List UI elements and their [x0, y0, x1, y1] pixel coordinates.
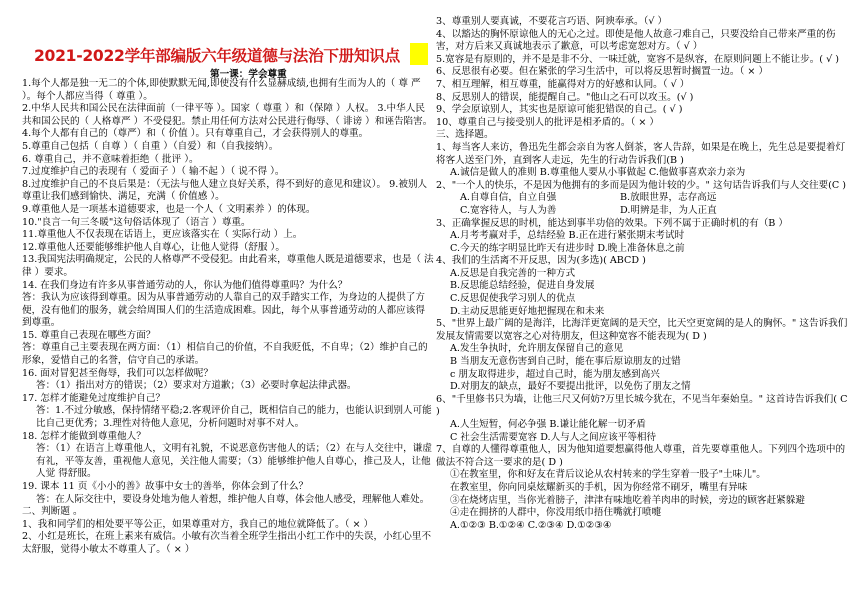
text-line: 答：（1）在语言上尊重他人，文明有礼貌，不说恶意伤害他人的话；（2）在与人交往中，谦虚有礼，平等友善，重视他人意见，关注他人需要；（3）能够维护他人自尊心，推己及人，让他人觉 得舒服。 [36, 443, 432, 480]
text-line: 17. 怎样才能避免过度维护自己？ [22, 392, 166, 404]
text-line: 15. 尊重自己表现在哪些方面？ [22, 329, 156, 341]
text-line: 答：（1）指出对方的错误；（2）要求对方道歉；（3）必要时拿起法律武器。 [36, 380, 357, 392]
text-line: C.反思促使我学习别人的优点 [450, 293, 576, 305]
lesson-subtitle: 第一课：学会尊重 [210, 69, 287, 80]
text-line: D.对朋友的缺点，最好不要提出批评，以免伤了朋友之情 [450, 381, 691, 393]
right-column [436, 16, 848, 532]
text-line: 二、判断题 。 [22, 506, 83, 518]
text-line: A.诚信是做人的准则 B.尊重他人要从小事做起 C.他做事喜欢亲力亲为 [450, 167, 746, 179]
text-line: B 当朋友无意伤害到自己时，能在事后原谅朋友的过错 [450, 356, 681, 368]
text-line: C.今天的练字明显比昨天有进步时 D.晚上准备休息之前 [450, 242, 685, 254]
text-line: 8、反思别人的错误，能提醒自己。"他山之石可以攻玉。(√ ) [436, 91, 694, 103]
text-line: 11.尊重他人不仅表现在话语上，更应该落实在（ 实际行动 ）上。 [22, 229, 303, 241]
text-line: 13.我国宪法明确规定，公民的人格尊严不受侵犯。由此看来，尊重他人既是道德要求，也是（ 法律 ）要求。 [22, 254, 434, 278]
text-line: 答：1.不过分敏感，保持情绪平稳;2.客观评价自己，既相信自己的能力，也能认识到别人可能比自己更优秀；3.理性对待他人意见，分析问题时对事不对人。 [36, 405, 432, 430]
text-line: 7、相互理解，相互尊重，能赢得对方的好感和认同。（ √ ） [436, 78, 690, 90]
text-line: A.反思是自我完善的一种方式 [450, 267, 576, 279]
text-line: B.反思能总结经验，促进自身发展 [450, 280, 595, 292]
text-line: 16. 面对冒犯甚至侮辱，我们可以怎样做呢？ [22, 367, 213, 379]
text-line: 18. 怎样才能做到尊重他人？ [22, 430, 146, 442]
document-title: 2021-2022学年部编版六年级道德与法治下册知识点 [34, 47, 400, 65]
text-line: 9.尊重他人是一项基本道德要求，也是一个人（ 文明素养 ）的体现。 [22, 203, 316, 215]
text-line: 8.过度维护自己的不良后果是：（无法与他人建立良好关系，得不到好的意见和建议）。 9.被别人尊重让我们感到愉快、满足，充满（ 价值感 ）。 [22, 178, 428, 203]
text-line: D.主动反思能更好地把握现在和未来 [450, 305, 605, 317]
text-line: 10."良言一句三冬暖"这句俗话体现了（语言 ）尊重。 [22, 216, 251, 228]
text-line: C 社会生活需要宽容 D.人与人之间应该平等相待 [450, 431, 657, 443]
option-text: A.自尊自信，自立自强 [460, 192, 557, 204]
text-line: 4、以豁达的胸怀原谅他人的无心之过。即使是他人故意刁难自己，只要没给自己带来严重的伤害，对方后来又真诚地表示了歉意，可以考虑宽恕对方。（ √ ） [436, 28, 836, 53]
option-text: D.明辨是非，为人正直 [620, 204, 717, 216]
text-line: ③在烧烤店里，当你光着膀子，津津有味地吃着羊肉串的时候，旁边的顾客赶紧躲避 [450, 494, 805, 506]
text-line: 三、选择题。 [436, 129, 494, 141]
text-line: c 朋友取得进步，超过自己时，能为朋友感到高兴 [450, 368, 660, 380]
text-line: 6、"千里修书只为墙，让他三尺又何妨?万里长城今犹在，不见当年秦始皇。" 这首诗告诉我们( C ) [436, 393, 848, 418]
text-line: 4、我们的生活离不开反思，因为(多选)( ABCD ) [436, 255, 646, 267]
text-line: 12.尊重他人还要能够维护他人自尊心，让他人觉得（舒服 ）。 [22, 241, 285, 253]
text-line: 3、尊重别人要真诚，不要花言巧语、阿谀奉承。（√ ） [436, 16, 668, 27]
text-line: 在教室里，你向同桌炫耀新买的手机，因为你经常不刷牙，嘴里有异味 [450, 481, 748, 493]
text-line: 2、"一个人的快乐，不是因为他拥有的多而是因为他计较的少。" 这句话告诉我们与人交往要(C ) [436, 179, 847, 191]
text-line: ④走在拥挤的人群中，你没用纸巾捂住嘴就打喷嚏 [450, 507, 662, 519]
text-line: 5.尊重自己包括（ 自尊 ）（ 自重 ）（自爱）和（自我接纳）。 [22, 140, 279, 152]
text-line: A.月考考赢对手，总结经验 B.正在进行紧张期末考试时 [450, 230, 685, 242]
text-line: 7、自尊的人懂得尊重他人，因为他知道要想赢得他人尊重，首先要尊重他人。下列四个选项中的做法不符合这一要求的是( D ) [436, 444, 846, 468]
text-line: 1.每个人都是独一无二的个体,即使默默无闻,即使没有什么显赫成绩,也拥有生而为人的（ 尊 严 ）。每个人都应当得（ 尊重 ）。 [22, 78, 421, 102]
text-line: ①在教室里，你和好友在背后议论从农村转来的学生穿着一股子"土味儿"。 [450, 469, 766, 481]
text-line: 6. 尊重自己，并不意味着拒绝（ 批评 ）。 [22, 153, 199, 165]
text-line: 5.宽容是有原则的，并不是是非不分、一味迁就，宽容不是纵容，在原则问题上不能让步。( √ ) [436, 53, 840, 65]
option-text: C.宽容待人，与人为善 [460, 204, 557, 216]
left-column [22, 66, 434, 557]
text-line: 2、小红是班长，在班上素来有威信。小敏有次当着全班学生指出小红工作中的失误，小红心里不太舒服，觉得小敏太不尊重人了。（ × ） [22, 531, 432, 555]
text-line: 4.每个人都有自己的（尊严）和（ 价值 ）。只有尊重自己，才会获得别人的尊重。 [22, 128, 369, 140]
text-line: 19. 课本 11 页《小小的善》故事中女士的善举，你体会到了什么？ [22, 481, 309, 492]
text-line: 5、"世界上最广阔的是海洋，比海洋更宽阔的是天空，比天空更宽阔的是人的胸怀。" 这告诉我们发展友情需要以宽容之心对待朋友，但这种宽容不能表现为( D ) [436, 318, 848, 342]
text-line: 7.过度维护自己的表现有（ 爱面子 ）（ 输不起 ）（ 说不得 ）。 [22, 166, 285, 178]
text-line: 1、我和同学们的相处要平等公正，如果尊重对方，我自己的地位就降低了。（ × ） [22, 518, 374, 530]
option-text: B.放眼世界，志存高远 [620, 192, 717, 204]
text-line: 答：尊重自己主要表现在两方面：（1）相信自己的价值，不自我贬低，不自卑；（2）维护自己的形象，爱惜自己的名誉，信守自己的承诺。 [22, 342, 428, 367]
text-line: 3、正确掌握反思的时机，能达到事半功倍的效果。下列不属于正确时机的有（B ） [436, 217, 788, 229]
option-row [436, 192, 848, 205]
text-line: A.①②③ B.①②④ C.②③④ D.①②③④ [450, 519, 612, 531]
text-line: 6、反思很有必要。但在紧张的学习生活中，可以将反思暂时搁置一边。（ × ） [436, 66, 769, 78]
text-line: 1、每当客人来访，鲁迅先生都会亲自为客人倒茶，客人告辞，如果是在晚上，先生总是要提着灯将客人送至门外，直到客人走远，先生的行动告诉我们(B ) [436, 141, 846, 166]
text-line: 9、学会原谅别人，其实也是原谅可能犯错误的自己。( √ ) [436, 104, 683, 116]
text-line: 14. 在我们身边有许多从事普通劳动的人，你认为他们值得尊重吗？为什么？ [22, 279, 348, 291]
option-row [436, 205, 848, 218]
text-line: 10、尊重自己与接受别人的批评是相矛盾的。（ × ） [436, 116, 660, 128]
text-line: 答：我认为应该得到尊重。因为从事普通劳动的人靠自己的双手踏实工作，为身边的人提供了方便，没有他们的服务，就会给周围人们的生活造成困难。因此，每个从事普通劳动的人都应该得到尊重。 [22, 292, 425, 329]
text-line: 2.中华人民共和国公民在法律面前（一律平等 ）。国家（ 尊重 ）和（保障 ）人权。 3.中华人民共和国公民的（ 人格尊严 ）不受侵犯。禁止用任何方法对公民进行侮辱、（ 诽谤 ）和诬告陷害。 [22, 103, 433, 127]
text-line: A.人生短暂，何必争强 B.谦让能化解一切矛盾 [450, 419, 646, 430]
text-line: A.发生争执时，允许朋友保留自己的意见 [450, 343, 624, 355]
text-line: 答：在人际交往中，要设身处地为他人着想，维护他人自尊，体会他人感受，理解他人难处。 [36, 493, 430, 505]
